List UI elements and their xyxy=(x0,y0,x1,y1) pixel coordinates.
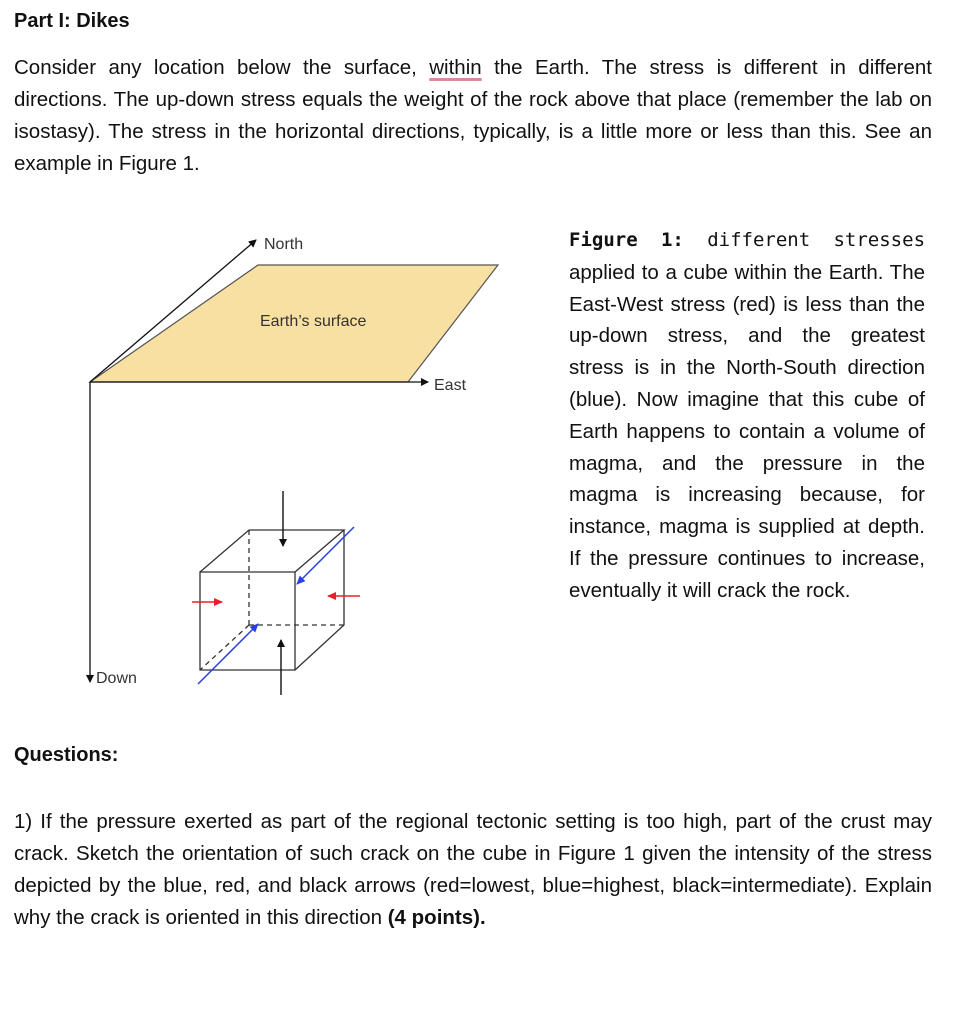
caption-label: Figure 1: xyxy=(569,229,684,251)
caption-text: applied to a cube within the Earth. The East-West stress (red) is less than the up-down stress, and the greatest stress is in the North-South direction (blue). Now imagine that this cube of Earth happens to contain a volume of magma, and the pressure in the magma is increasing because, for instance, magma is supplied at depth. If the pressure continues to increase, eventually it will crack the rock. xyxy=(569,260,925,602)
part-title: Part I: Dikes xyxy=(14,10,130,32)
north-stress-arrow xyxy=(297,527,354,584)
intro-text-start: Consider any location below the surface, xyxy=(14,56,430,79)
cube-hidden-edge xyxy=(200,625,249,670)
intro-paragraph xyxy=(14,52,932,180)
figure-caption xyxy=(569,224,925,607)
question-1-points: (4 points). xyxy=(387,906,486,929)
question-1 xyxy=(14,806,932,934)
caption-first-words: different stresses xyxy=(683,229,926,251)
intro-underlined-word: within xyxy=(429,56,482,79)
questions-heading: Questions: xyxy=(14,744,119,766)
stress-cube-figure xyxy=(60,218,520,708)
question-1-text: 1) If the pressure exerted as part of the regional tectonic setting is too high, part of the crust may crack. Sketch the orientation of such crack on the cube in Figure 1 given the intensity of the stress depicted by the blue, red, and black arrows (red=lowest, blue=highest, black=intermediate). Explain why the crack is oriented in this direction xyxy=(14,810,932,929)
cube-top-edges xyxy=(200,530,344,572)
south-stress-arrow xyxy=(198,624,258,684)
surface-label: Earth’s surface xyxy=(260,313,367,330)
intro-text-end: the Earth. The stress is different in different directions. The up-down stress equals the weight of the rock above that place (remember the lab on isostasy). The stress in the horizontal directions, typically, is a little more or less than this. See an example in Figure 1. xyxy=(14,56,933,175)
east-label: East xyxy=(434,377,467,394)
north-label: North xyxy=(264,236,304,253)
stress-cube xyxy=(200,530,344,670)
down-label: Down xyxy=(96,670,137,687)
